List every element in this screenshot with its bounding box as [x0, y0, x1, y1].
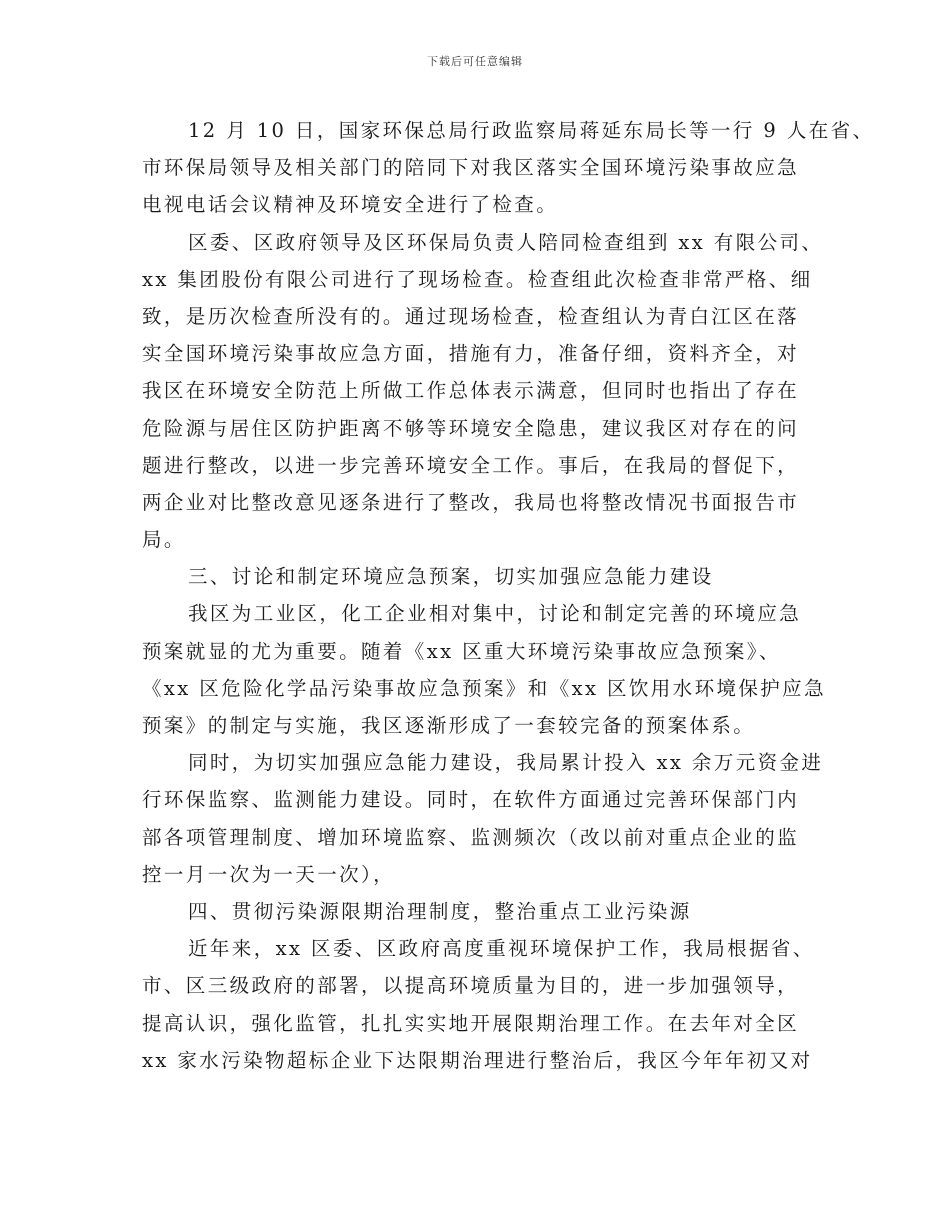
text-line: 局。 [142, 528, 186, 552]
text-line: 市环保局领导及相关部门的陪同下对我区落实全国环境污染事故应急 [142, 156, 800, 180]
text-line: 市、区三级政府的部署，以提高环境质量为目的，进一步加强领导， [142, 974, 800, 998]
text-line: 电视电话会议精神及环境安全进行了检查。 [142, 193, 559, 217]
text-line: 两企业对比整改意见逐条进行了整改，我局也将整改情况书面报告市 [142, 490, 800, 514]
text-line: 《xx 区危险化学品污染事故应急预案》和《xx 区饮用水环境保护应急 [142, 676, 826, 700]
text-line: 近年来，xx 区委、区政府高度重视环境保护工作，我局根据省、 [188, 937, 815, 961]
section-heading: 三、讨论和制定环境应急预案，切实加强应急能力建设 [188, 565, 714, 589]
text-line: 同时，为切实加强应急能力建设，我局累计投入 xx 余万元资金进 [188, 751, 824, 775]
text-line: 我区在环境安全防范上所做工作总体表示满意，但同时也指出了存在 [142, 379, 800, 403]
text-line: 部各项管理制度、增加环境监察、监测频次（改以前对重点企业的监 [142, 825, 800, 849]
text-line: xx 家水污染物超标企业下达限期治理进行整治后，我区今年年初又对 [142, 1048, 813, 1072]
page-header: 下载后可任意编辑 [427, 55, 523, 68]
text-line: xx 集团股份有限公司进行了现场检查。检查组此次检查非常严格、细 [142, 267, 813, 291]
section-heading: 四、贯彻污染源限期治理制度，整治重点工业污染源 [188, 899, 692, 923]
text-line: 控一月一次为一天一次）， [142, 862, 396, 886]
text-line: 行环保监察、监测能力建设。同时，在软件方面通过完善环保部门内 [142, 788, 800, 812]
text-line: 预案》的制定与实施，我区逐渐形成了一套较完备的预案体系。 [142, 714, 756, 737]
text-line: 致，是历次检查所没有的。通过现场检查，检查组认为青白江区在落 [142, 304, 800, 328]
text-line: 提高认识，强化监管，扎扎实实地开展限期治理工作。在去年对全区 [142, 1011, 800, 1035]
text-line: 区委、区政府领导及区环保局负责人陪同检查组到 xx 有限公司、 [188, 230, 824, 254]
text-line: 题进行整改，以进一步完善环境安全工作。事后，在我局的督促下， [142, 453, 800, 477]
text-line: 实全国环境污染事故应急方面，措施有力，准备仔细，资料齐全，对 [142, 342, 800, 366]
text-line: 危险源与居住区防护距离不够等环境安全隐患，建议我区对存在的问 [142, 416, 800, 440]
document-body [142, 112, 875, 1079]
text-line: 12 月 10 日，国家环保总局行政监察局蒋延东局长等一行 9 人在省、 [188, 119, 875, 142]
text-line: 我区为工业区，化工企业相对集中，讨论和制定完善的环境应急 [188, 602, 802, 626]
text-line: 预案就显的尤为重要。随着《xx 区重大环境污染事故应急预案》、 [142, 639, 781, 663]
